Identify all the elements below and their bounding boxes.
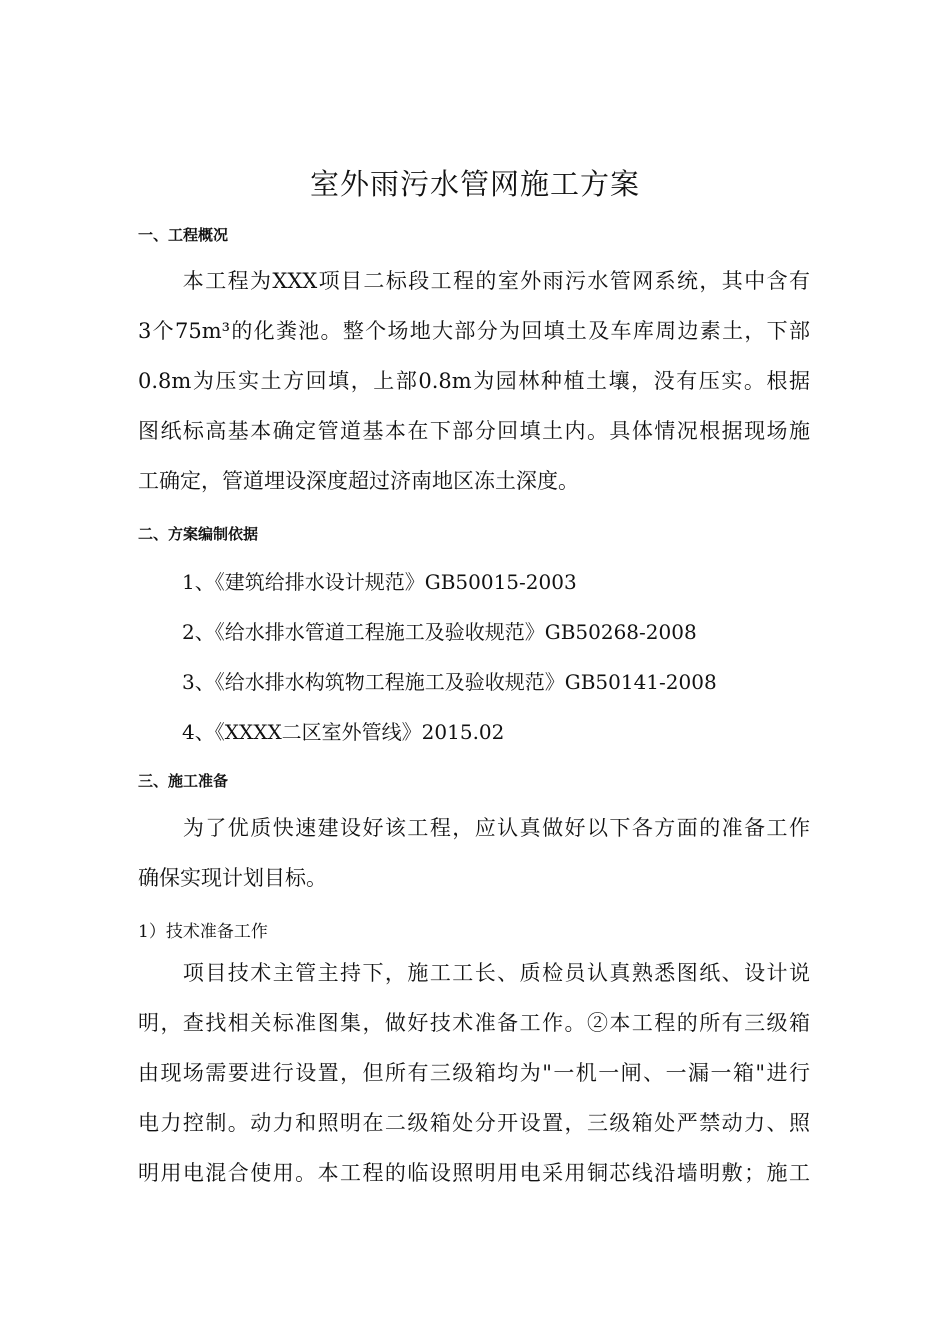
paragraph-line: 明用电混合使用。本工程的临设照明用电采用铜芯线沿墙明敷；施工 (138, 1161, 810, 1185)
section-heading-overview: 一、工程概况 (138, 226, 229, 244)
paragraph-line: 3个75m³的化粪池。整个场地大部分为回填土及车库周边素土，下部 (138, 319, 810, 343)
document-title: 室外雨污水管网施工方案 (309, 167, 640, 201)
paragraph-line: 图纸标高基本确定管道基本在下部分回填土内。具体情况根据现场施 (138, 419, 810, 443)
reference-item: 4、《XXXX二区室外管线》2015.02 (182, 720, 505, 744)
reference-item: 3、《给水排水构筑物工程施工及验收规范》GB50141-2008 (182, 670, 717, 694)
paragraph-line: 工确定，管道埋设深度超过济南地区冻土深度。 (138, 469, 579, 493)
paragraph-line: 由现场需要进行设置，但所有三级箱均为"一机一闸、一漏一箱"进行 (138, 1061, 810, 1085)
overview-paragraph (138, 256, 810, 506)
paragraph-line: 明，查找相关标准图集，做好技术准备工作。②本工程的所有三级箱 (138, 1011, 810, 1035)
paragraph-line: 电力控制。动力和照明在二级箱处分开设置，三级箱处严禁动力、照 (138, 1111, 810, 1135)
subsection-heading-technical: 1）技术准备工作 (138, 922, 268, 942)
paragraph-line: 确保实现计划目标。 (138, 866, 327, 890)
paragraph-line: 为了优质快速建设好该工程，应认真做好以下各方面的准备工作 (138, 816, 810, 840)
paragraph-line: 本工程为XXX项目二标段工程的室外雨污水管网系统，其中含有 (138, 269, 810, 293)
reference-item: 1、《建筑给排水设计规范》GB50015-2003 (182, 570, 577, 594)
reference-item: 2、《给水排水管道工程施工及验收规范》GB50268-2008 (182, 620, 697, 644)
preparation-intro-paragraph (138, 803, 810, 903)
section-heading-basis: 二、方案编制依据 (138, 525, 259, 543)
paragraph-line: 项目技术主管主持下，施工工长、质检员认真熟悉图纸、设计说 (138, 961, 810, 985)
paragraph-line: 0.8m为压实土方回填，上部0.8m为园林种植土壤，没有压实。根据 (138, 369, 810, 393)
technical-paragraph (138, 948, 810, 1198)
section-heading-preparation: 三、施工准备 (138, 772, 229, 790)
